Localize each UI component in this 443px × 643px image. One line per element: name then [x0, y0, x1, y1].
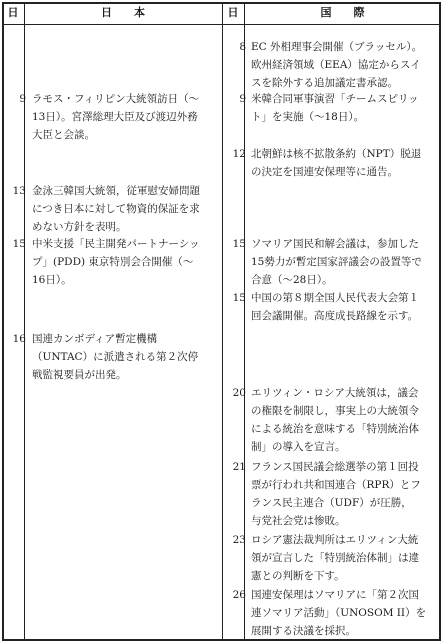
japan-event-line: 中米支援「民主開発パートナーシッ	[32, 238, 200, 250]
intl-event-line: の権限を制限し，事実上の大統領令	[251, 405, 419, 417]
japan-event-line: 13日）。宮澤総理大臣及び渡辺外務	[32, 111, 198, 123]
intl-event-line: フランス国民議会総選挙の第１回投	[251, 461, 419, 473]
intl-event-line: 憲との判断を下す。	[251, 570, 345, 582]
header-day-right: 日	[227, 6, 239, 19]
intl-event-line: 北朝鮮は核不拡散条約（NPT）脱退	[251, 148, 422, 160]
intl-event-day: 23	[232, 534, 246, 546]
japan-event-day: 15	[12, 238, 26, 250]
japan-event-day: 13	[12, 185, 26, 197]
chronology-table	[2, 2, 441, 641]
intl-event-line: ソマリア国民和解会議は，参加した	[251, 238, 419, 250]
intl-event-line: 米韓合同軍事演習「チームスピリッ	[251, 93, 419, 105]
japan-event-line: ラモス・フィリピン大統領訪日（〜	[32, 93, 200, 105]
intl-event-line: 国連安保理はソマリアに「第２次国	[251, 589, 419, 601]
intl-event-line: 欧州経済領域（EEA）協定からスイ	[251, 59, 421, 71]
japan-event-line: 金泳三韓国大統領，従軍慰安婦問題	[32, 185, 200, 197]
intl-event-line: 制」の導入を宣言。	[251, 441, 346, 453]
intl-event-line: の決定を国連安保理等に通告。	[251, 166, 398, 178]
intl-event-day: 9	[239, 93, 246, 105]
intl-event-line: エリツィン・ロシア大統領は，議会	[251, 387, 419, 399]
japan-event-line: 大臣と会談。	[32, 129, 95, 141]
intl-event-line: 展開する決議を採択。	[251, 625, 356, 637]
intl-event-line: スを除外する追加議定書承認。	[251, 77, 398, 89]
intl-event-line: ト」を実施（〜18日）。	[251, 111, 365, 123]
intl-event-line: 15勢力が暫定国家評議会の設置等で	[251, 256, 422, 268]
intl-event-day: 21	[232, 461, 246, 473]
intl-event-day: 12	[232, 148, 246, 160]
intl-event-line: 回会議開催。高度成長路線を示す。	[251, 310, 419, 322]
intl-event-line: EC 外相理事会開催（ブラッセル）。	[251, 41, 423, 53]
intl-event-day: 15	[232, 292, 246, 304]
japan-event-day: 9	[19, 93, 26, 105]
intl-event-day: 15	[232, 238, 246, 250]
intl-event-day: 26	[232, 589, 246, 601]
japan-event-line: 戦監視要員が出発。	[32, 369, 127, 381]
intl-event-line: 領が宣言した「特別統治体制」は違	[251, 552, 419, 564]
intl-event-line: による統治を意味する「特別統治体	[251, 423, 419, 435]
japan-event-line: につき日本に対して物資的保証を求	[32, 203, 200, 215]
intl-event-line: 中国の第８期全国人民代表大会第１	[251, 292, 419, 304]
header-day-left: 日	[7, 6, 19, 19]
intl-event-line: ランス民主連合（UDF）が圧勝，	[251, 497, 412, 509]
japan-event-day: 16	[12, 333, 26, 345]
intl-event-day: 8	[239, 41, 246, 53]
japan-event-line: 国連カンボディア暫定機構	[32, 333, 158, 345]
header-japan: 日 本	[101, 6, 145, 19]
intl-event-line: 連ソマリア活動」（UNOSOM II）を	[251, 607, 427, 619]
intl-event-line: 与党社会党は惨敗。	[251, 515, 346, 527]
japan-event-line: 16日）。	[32, 274, 72, 286]
japan-event-line: めない方針を表明。	[32, 221, 127, 233]
intl-event-day: 20	[232, 387, 246, 399]
intl-event-line: 票が行われ共和国連合（RPR）とフ	[251, 479, 421, 491]
intl-event-line: ロシア憲法裁判所はエリツィン大統	[251, 534, 419, 546]
japan-event-line: （UNTAC）に派遣される第２次停	[32, 351, 199, 363]
intl-event-line: 合意（〜28日）。	[251, 274, 333, 286]
right-border	[439, 2, 441, 641]
header-international: 国 際	[320, 6, 365, 19]
japan-event-line: プ」(PDD) 東京特別会合開催（〜	[32, 256, 194, 268]
